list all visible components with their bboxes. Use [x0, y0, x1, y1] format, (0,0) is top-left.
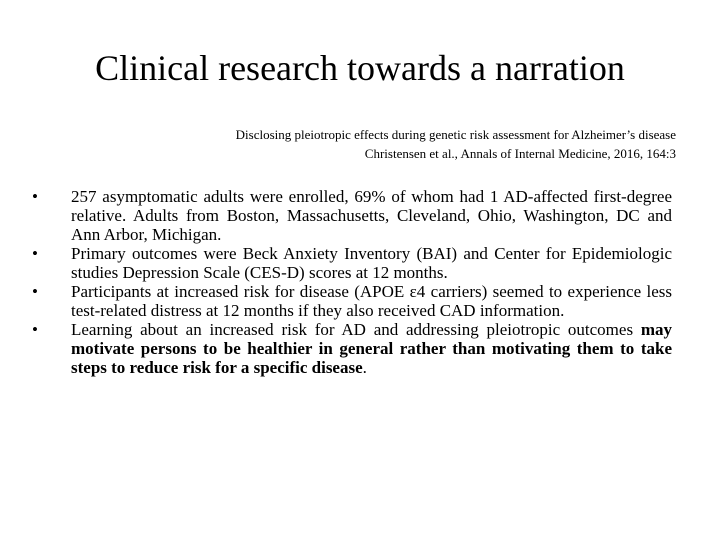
citation-source: Christensen et al., Annals of Internal Medicine, 2016, 164:3 — [364, 146, 676, 161]
slide-title: Clinical research towards a narration — [95, 48, 625, 88]
bullet-text-suffix: . — [362, 358, 367, 377]
bullet-icon: • — [32, 320, 38, 339]
bullet-item-enrollment — [32, 187, 672, 244]
bullet-emphasis-text: may motivate persons to be healthier in general rather than motivating them to take steps to reduce risk for a specific disease — [71, 320, 672, 377]
bullet-item-learning — [32, 320, 672, 377]
bullet-item-outcomes — [32, 244, 672, 282]
citation-article-title: Disclosing pleiotropic effects during genetic risk assessment for Alzheimer’s disease — [235, 127, 676, 142]
bullet-text: Primary outcomes were Beck Anxiety Inventory (BAI) and Center for Epidemiologic studies Depression Scale (CES-D) scores at 12 months. — [71, 244, 672, 282]
bullet-icon: • — [32, 187, 38, 206]
bullet-item-participants — [32, 282, 672, 320]
bullet-text: Learning about an increased risk for AD and addressing pleiotropic outcomes — [71, 320, 641, 339]
bullet-icon: • — [32, 282, 38, 301]
bullet-text: Participants at increased risk for disease (APOE ε4 carriers) seemed to experience less test-related distress at 12 months if they also received CAD information. — [71, 282, 672, 320]
bullet-list — [32, 187, 672, 377]
citation — [116, 125, 676, 163]
bullet-icon: • — [32, 244, 38, 263]
bullet-text: 257 asymptomatic adults were enrolled, 69% of whom had 1 AD-affected first-degree relative. Adults from Boston, Massachusetts, Cleveland, Ohio, Washington, DC and Ann Arbor, Michigan. — [71, 187, 672, 244]
